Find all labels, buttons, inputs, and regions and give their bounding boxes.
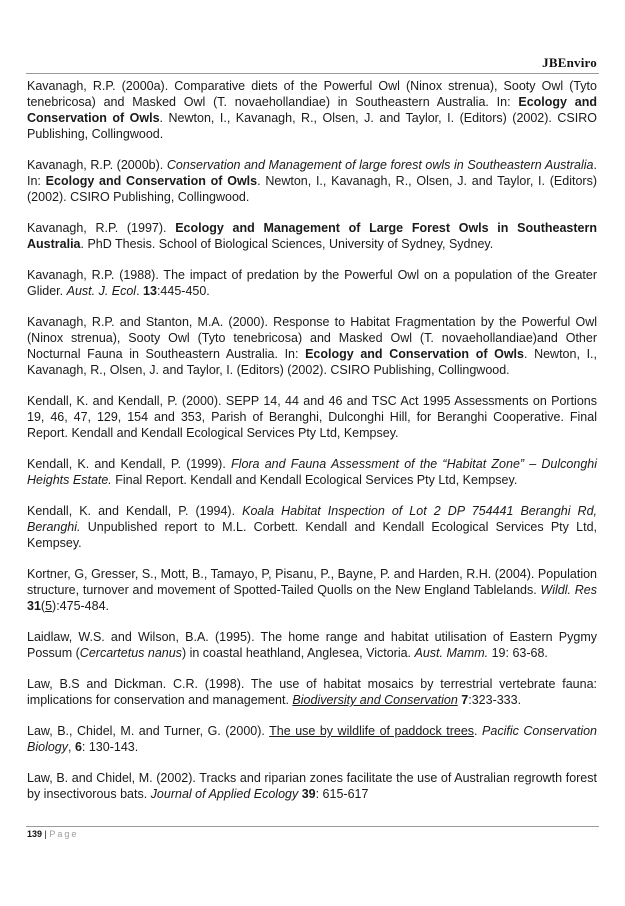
- footer-page-word: Page: [49, 829, 79, 839]
- header-divider: [26, 73, 599, 74]
- reference-text: Wildl. Res: [540, 583, 597, 597]
- reference-text: . Newton, I., Kavanagh, R., Olsen, J. and Taylor, I. (Editors) (2002). CSIRO Publishing, Collingwood.: [27, 111, 597, 141]
- reference-text: ) in coastal heathland, Anglesea, Victoria.: [181, 646, 415, 660]
- reference-text: Laidlaw, W.S. and Wilson, B.A. (1995). The home range and habitat utilisation of Eastern Pygmy Possum (: [27, 630, 597, 660]
- reference-text: Law, B.S and Dickman. C.R. (1998). The use of habitat mosaics by terrestrial vertebrate fauna: implications for conservation and management.: [27, 677, 597, 707]
- reference-text: : 130-143.: [81, 740, 139, 754]
- reference-text: . In:: [27, 158, 597, 188]
- reference-text: Kortner, G, Gresser, S., Mott, B., Tamayo, P, Pisanu, P., Bayne, P. and Harden, R.H. (2004). Population structure, turnover and movement of Spotted-Tailed Quolls on the New England Tablelands.: [27, 567, 597, 597]
- reference-text: (: [40, 599, 46, 613]
- reference-text: 6: [74, 740, 82, 754]
- page-number: 139: [27, 829, 43, 839]
- reference-text: . Newton, I., Kavanagh, R., Olsen, J. and Taylor, I. (Editors) (2002). CSIRO Publishing, Collingwood.: [27, 174, 597, 204]
- reference-text: 13: [143, 284, 157, 298]
- reference-text: 7: [461, 693, 469, 707]
- reference-text: Law, B. and Chidel, M. (2002). Tracks and riparian zones facilitate the use of Australian regrowth forest by insectivorous bats.: [27, 771, 597, 801]
- reference-text: 39: [301, 787, 316, 801]
- reference-entry: [27, 314, 597, 378]
- reference-text: Kavanagh, R.P. (2000b).: [27, 158, 167, 172]
- reference-text: ,: [68, 740, 75, 754]
- reference-entry: [27, 503, 597, 551]
- reference-entry: [27, 676, 597, 708]
- reference-text: 5: [45, 599, 53, 613]
- reference-text: :323-333.: [468, 693, 522, 707]
- reference-entry: [27, 723, 597, 755]
- reference-list: [27, 78, 597, 817]
- reference-entry: [27, 629, 597, 661]
- reference-entry: [27, 157, 597, 205]
- reference-text: Kavanagh, R.P. (1988). The impact of predation by the Powerful Owl on a population of the Greater Glider.: [27, 268, 597, 298]
- footer-separator: |: [42, 829, 50, 839]
- reference-text: Kavanagh, R.P. (1997).: [27, 221, 176, 235]
- reference-text: Pacific Conservation Biology: [27, 724, 597, 754]
- reference-text: The use by wildlife of paddock trees: [269, 724, 475, 738]
- reference-text: Aust. Mamm.: [414, 646, 489, 660]
- footer-divider: [26, 826, 599, 827]
- reference-entry: [27, 566, 597, 614]
- reference-text: . Newton, I., Kavanagh, R., Olsen, J. and Taylor, I. (Editors) (2002). CSIRO Publishing, Collingwood.: [27, 347, 597, 377]
- reference-entry: [27, 770, 597, 802]
- reference-text: Ecology and Conservation of Owls: [27, 95, 597, 125]
- reference-text: Kendall, K. and Kendall, P. (1994).: [27, 504, 243, 518]
- reference-text: Final Report. Kendall and Kendall Ecological Services Pty Ltd, Kempsey.: [111, 473, 518, 487]
- reference-text: Unpublished report to M.L. Corbett. Kendall and Kendall Ecological Services Pty Ltd, Kempsey.: [27, 520, 597, 550]
- reference-entry: [27, 78, 597, 142]
- reference-entry: [27, 393, 597, 441]
- header-brand-logo: JBEnviro: [542, 55, 597, 70]
- reference-text: Kavanagh, R.P. and Stanton, M.A. (2000). Response to Habitat Fragmentation by the Powerful Owl (Ninox strenua), Sooty Owl (Tyto tenebricosa) and Masked Owl (T. novaehollandiae)and Other Nocturnal Fauna in Southeastern Australia. In:: [27, 315, 597, 361]
- reference-text: Kendall, K. and Kendall, P. (2000). SEPP 14, 44 and 46 and TSC Act 1995 Assessments on Portions 19, 46, 47, 129, 154 and 353, Parish of Beranghi, Dulconghi Hill, for Beranghi Cooperative. Final Report. Kendall and Kendall Ecological Services Pty Ltd, Kempsey.: [27, 394, 597, 440]
- reference-text: Biodiversity and Conservation: [292, 693, 458, 707]
- reference-text: Kendall, K. and Kendall, P. (1999).: [27, 457, 232, 471]
- reference-text: Law, B., Chidel, M. and Turner, G. (2000).: [27, 724, 270, 738]
- reference-text: 31: [27, 599, 41, 613]
- reference-text: Conservation and Management of large forest owls in Southeastern Australia: [166, 158, 594, 172]
- reference-text: .: [474, 724, 483, 738]
- reference-text: Kavanagh, R.P. (2000a). Comparative diets of the Powerful Owl (Ninox strenua), Sooty Owl (Tyto tenebricosa) and Masked Owl (T. novaehollandiae) in Southeastern Australia. In:: [27, 79, 597, 109]
- reference-text: :445-450.: [156, 284, 210, 298]
- reference-text: Cercartetus nanus: [79, 646, 182, 660]
- reference-text: Ecology and Management of Large Forest Owls in Southeastern Australia: [27, 221, 597, 251]
- page-footer: [27, 829, 78, 839]
- reference-text: Koala Habitat Inspection of Lot 2 DP 754441 Beranghi Rd, Beranghi.: [27, 504, 597, 534]
- reference-text: Flora and Fauna Assessment of the “Habitat Zone” – Dulconghi Heights Estate.: [27, 457, 597, 487]
- reference-text: . PhD Thesis. School of Biological Sciences, University of Sydney, Sydney.: [80, 237, 494, 251]
- reference-entry: [27, 456, 597, 488]
- reference-text: 19: 63-68.: [488, 646, 548, 660]
- reference-text: .: [136, 284, 144, 298]
- reference-text: Journal of Applied Ecology: [150, 787, 299, 801]
- reference-text: Ecology and Conservation of Owls: [305, 347, 524, 361]
- reference-text: Ecology and Conservation of Owls: [45, 174, 258, 188]
- reference-text: : 615-617: [315, 787, 369, 801]
- reference-entry: [27, 267, 597, 299]
- reference-text: ):475-484.: [52, 599, 110, 613]
- reference-entry: [27, 220, 597, 252]
- reference-text: Aust. J. Ecol: [66, 284, 137, 298]
